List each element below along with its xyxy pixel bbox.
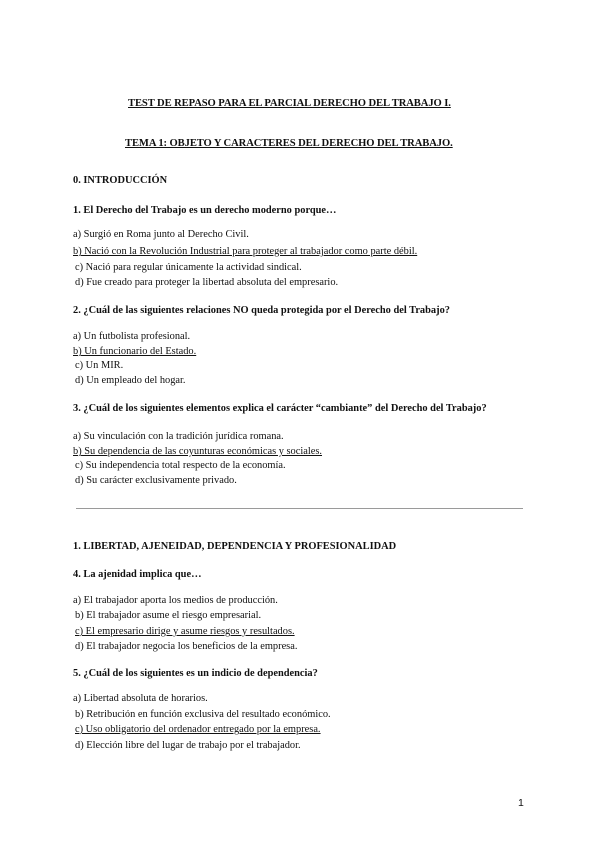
section-divider: [76, 508, 523, 509]
document-subtitle: TEMA 1: OBJETO Y CARACTERES DEL DERECHO DEL TRABAJO.: [125, 138, 453, 149]
answer-option-correct: b) Un funcionario del Estado.: [73, 346, 197, 357]
answer-option: c) Un MIR.: [75, 360, 124, 371]
page-number: 1: [518, 797, 524, 809]
answer-option: c) Su independencia total respecto de la economía.: [75, 460, 286, 471]
document-title: TEST DE REPASO PARA EL PARCIAL DERECHO DEL TRABAJO I.: [128, 98, 451, 109]
answer-option: d) Fue creado para proteger la libertad absoluta del empresario.: [75, 277, 339, 288]
answer-option: a) Un futbolista profesional.: [73, 331, 191, 342]
answer-option-correct: c) El empresario dirige y asume riesgos y resultados.: [75, 626, 295, 637]
question-text: 5. ¿Cuál de los siguientes es un indicio de dependencia?: [73, 668, 318, 679]
answer-option-correct: c) Uso obligatorio del ordenador entregado por la empresa.: [75, 724, 321, 735]
answer-option: a) Su vinculación con la tradición jurídica romana.: [73, 431, 284, 442]
answer-option: d) Elección libre del lugar de trabajo por el trabajador.: [75, 740, 301, 751]
section-heading: 0. INTRODUCCIÓN: [73, 175, 168, 186]
answer-option: b) Retribución en función exclusiva del resultado económico.: [75, 709, 331, 720]
answer-option: c) Nació para regular únicamente la actividad sindical.: [75, 262, 302, 273]
answer-option-correct: b) Su dependencia de las coyunturas económicas y sociales.: [73, 446, 323, 457]
answer-option: d) Su carácter exclusivamente privado.: [75, 475, 237, 486]
question-text: 3. ¿Cuál de los siguientes elementos explica el carácter “cambiante” del Derecho del Trabajo?: [73, 403, 487, 414]
answer-option-correct: b) Nació con la Revolución Industrial para proteger al trabajador como parte débil.: [73, 246, 418, 257]
question-text: 1. El Derecho del Trabajo es un derecho moderno porque…: [73, 205, 337, 216]
answer-option: a) Surgió en Roma junto al Derecho Civil.: [73, 229, 249, 240]
answer-option: a) El trabajador aporta los medios de producción.: [73, 595, 278, 606]
answer-option: d) Un empleado del hogar.: [75, 375, 186, 386]
answer-option: d) El trabajador negocia los beneficios de la empresa.: [75, 641, 298, 652]
answer-option: a) Libertad absoluta de horarios.: [73, 693, 208, 704]
section-heading: 1. LIBERTAD, AJENEIDAD, DEPENDENCIA Y PROFESIONALIDAD: [73, 541, 397, 552]
question-text: 4. La ajenidad implica que…: [73, 569, 202, 580]
answer-option: b) El trabajador asume el riesgo empresarial.: [75, 610, 262, 621]
question-text: 2. ¿Cuál de las siguientes relaciones NO queda protegida por el Derecho del Trabajo?: [73, 305, 450, 316]
